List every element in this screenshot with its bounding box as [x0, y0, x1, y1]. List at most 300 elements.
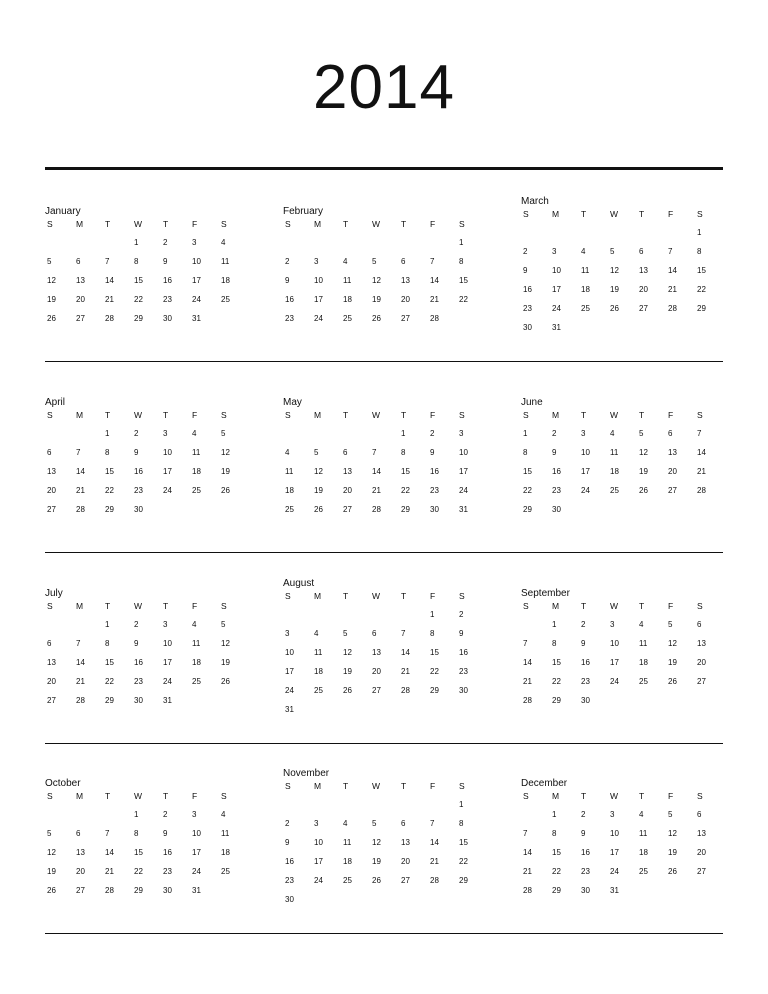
weekday-header: M	[76, 601, 84, 611]
day-cell: 14	[523, 848, 532, 857]
empty-day-cell	[370, 233, 399, 252]
day-cell: 19	[47, 867, 56, 876]
day-cell: 28	[430, 314, 439, 323]
day-cell: 21	[76, 486, 85, 495]
row-divider	[45, 933, 723, 934]
day-cell: 4	[285, 448, 290, 457]
day-cell: 7	[430, 819, 435, 828]
weekday-header: T	[343, 781, 349, 791]
month-name: May	[283, 397, 302, 408]
month-days-grid	[283, 781, 478, 909]
month-april	[45, 397, 240, 519]
day-cell: 7	[697, 429, 702, 438]
day-cell: 27	[76, 886, 85, 895]
weekday-header: W	[610, 791, 619, 801]
day-cell: 8	[105, 448, 110, 457]
day-cell: 9	[285, 276, 290, 285]
day-cell: 5	[47, 829, 52, 838]
day-cell: 28	[105, 886, 114, 895]
day-cell: 2	[430, 429, 435, 438]
day-cell: 8	[523, 448, 528, 457]
day-cell: 10	[163, 639, 172, 648]
weekday-header: F	[668, 791, 674, 801]
day-cell: 24	[163, 486, 172, 495]
day-cell: 3	[610, 810, 615, 819]
weekday-header: W	[610, 601, 619, 611]
day-cell: 13	[47, 658, 56, 667]
day-cell: 31	[192, 314, 201, 323]
day-cell: 12	[610, 266, 619, 275]
day-cell: 23	[523, 304, 532, 313]
day-cell: 2	[163, 238, 168, 247]
day-cell: 14	[105, 276, 114, 285]
day-cell: 3	[192, 810, 197, 819]
day-cell: 9	[552, 448, 557, 457]
day-cell: 28	[430, 876, 439, 885]
month-name: October	[45, 778, 81, 789]
day-cell: 21	[105, 867, 114, 876]
day-cell: 10	[314, 276, 323, 285]
day-cell: 6	[639, 247, 644, 256]
day-cell: 23	[552, 486, 561, 495]
weekday-header: F	[430, 219, 436, 229]
day-cell: 25	[192, 677, 201, 686]
day-cell: 15	[523, 467, 532, 476]
empty-day-cell	[579, 223, 608, 242]
weekday-header: F	[430, 410, 436, 420]
day-cell: 25	[639, 677, 648, 686]
weekday-header: S	[697, 410, 703, 420]
day-cell: 2	[459, 610, 464, 619]
day-cell: 22	[134, 867, 143, 876]
month-november	[283, 768, 478, 909]
day-cell: 9	[523, 266, 528, 275]
weekday-header: M	[76, 219, 84, 229]
day-cell: 29	[523, 505, 532, 514]
weekday-header: F	[430, 591, 436, 601]
day-cell: 8	[459, 257, 464, 266]
weekday-header: M	[552, 791, 560, 801]
day-cell: 6	[76, 257, 81, 266]
day-cell: 16	[552, 467, 561, 476]
day-cell: 4	[192, 620, 197, 629]
day-cell: 11	[285, 467, 294, 476]
day-cell: 27	[76, 314, 85, 323]
day-cell: 14	[668, 266, 677, 275]
weekday-header: T	[105, 601, 111, 611]
day-cell: 26	[47, 314, 56, 323]
weekday-header: T	[105, 219, 111, 229]
day-cell: 23	[285, 876, 294, 885]
day-cell: 24	[314, 876, 323, 885]
day-cell: 26	[343, 686, 352, 695]
day-cell: 6	[47, 448, 52, 457]
day-cell: 24	[581, 486, 590, 495]
weekday-header: S	[523, 601, 529, 611]
day-cell: 28	[76, 505, 85, 514]
day-cell: 9	[163, 257, 168, 266]
day-cell: 13	[47, 467, 56, 476]
day-cell: 19	[343, 667, 352, 676]
day-cell: 30	[430, 505, 439, 514]
month-name: January	[45, 206, 81, 217]
day-cell: 19	[610, 285, 619, 294]
day-cell: 15	[459, 838, 468, 847]
day-cell: 3	[459, 429, 464, 438]
weekday-header: W	[372, 591, 381, 601]
day-cell: 31	[552, 323, 561, 332]
day-cell: 27	[697, 677, 706, 686]
empty-day-cell	[370, 795, 399, 814]
day-cell: 6	[668, 429, 673, 438]
day-cell: 5	[610, 247, 615, 256]
month-days-grid	[283, 591, 478, 719]
day-cell: 12	[372, 838, 381, 847]
weekday-header: T	[581, 601, 587, 611]
empty-day-cell	[341, 233, 370, 252]
day-cell: 14	[76, 658, 85, 667]
day-cell: 16	[581, 848, 590, 857]
weekday-header: T	[639, 601, 645, 611]
day-cell: 29	[105, 696, 114, 705]
day-cell: 15	[105, 467, 114, 476]
day-cell: 7	[401, 629, 406, 638]
day-cell: 29	[401, 505, 410, 514]
day-cell: 1	[523, 429, 528, 438]
day-cell: 17	[314, 295, 323, 304]
weekday-header: T	[639, 209, 645, 219]
weekday-header: W	[372, 219, 381, 229]
day-cell: 4	[610, 429, 615, 438]
day-cell: 6	[47, 639, 52, 648]
month-name: August	[283, 578, 315, 589]
day-cell: 5	[372, 257, 377, 266]
day-cell: 20	[668, 467, 677, 476]
day-cell: 26	[610, 304, 619, 313]
empty-day-cell	[341, 605, 370, 624]
empty-day-cell	[283, 233, 312, 252]
weekday-header: S	[459, 781, 465, 791]
day-cell: 12	[639, 448, 648, 457]
day-cell: 20	[697, 658, 706, 667]
day-cell: 17	[459, 467, 468, 476]
month-days-grid	[521, 410, 716, 519]
day-cell: 11	[639, 639, 648, 648]
day-cell: 3	[314, 819, 319, 828]
empty-day-cell	[103, 805, 132, 824]
day-cell: 19	[668, 848, 677, 857]
day-cell: 12	[372, 276, 381, 285]
weekday-header: S	[221, 601, 227, 611]
day-cell: 18	[221, 848, 230, 857]
day-cell: 14	[76, 467, 85, 476]
day-cell: 1	[105, 429, 110, 438]
day-cell: 28	[523, 696, 532, 705]
empty-day-cell	[283, 795, 312, 814]
day-cell: 27	[47, 696, 56, 705]
day-cell: 9	[285, 838, 290, 847]
day-cell: 16	[523, 285, 532, 294]
day-cell: 7	[523, 829, 528, 838]
weekday-header: S	[285, 591, 291, 601]
day-cell: 29	[459, 876, 468, 885]
day-cell: 20	[639, 285, 648, 294]
day-cell: 20	[47, 677, 56, 686]
day-cell: 21	[430, 295, 439, 304]
day-cell: 2	[163, 810, 168, 819]
day-cell: 15	[105, 658, 114, 667]
month-march	[521, 196, 716, 337]
day-cell: 27	[47, 505, 56, 514]
day-cell: 21	[697, 467, 706, 476]
day-cell: 7	[523, 639, 528, 648]
day-cell: 15	[134, 276, 143, 285]
day-cell: 8	[134, 829, 139, 838]
day-cell: 26	[668, 677, 677, 686]
day-cell: 7	[105, 829, 110, 838]
day-cell: 30	[163, 314, 172, 323]
day-cell: 14	[105, 848, 114, 857]
empty-day-cell	[312, 605, 341, 624]
day-cell: 30	[285, 895, 294, 904]
day-cell: 11	[221, 829, 230, 838]
day-cell: 5	[343, 629, 348, 638]
weekday-header: T	[639, 791, 645, 801]
day-cell: 15	[134, 848, 143, 857]
day-cell: 1	[459, 238, 464, 247]
day-cell: 7	[76, 639, 81, 648]
month-january	[45, 206, 240, 328]
month-days-grid	[521, 791, 716, 900]
month-name: February	[283, 206, 324, 217]
empty-day-cell	[74, 424, 103, 443]
day-cell: 28	[105, 314, 114, 323]
weekday-header: F	[668, 209, 674, 219]
day-cell: 8	[401, 448, 406, 457]
month-days-grid	[283, 219, 478, 328]
day-cell: 17	[314, 857, 323, 866]
day-cell: 7	[668, 247, 673, 256]
weekday-header: M	[314, 781, 322, 791]
day-cell: 10	[610, 639, 619, 648]
month-days-grid	[521, 209, 716, 337]
empty-day-cell	[370, 424, 399, 443]
month-days-grid	[45, 219, 240, 328]
day-cell: 26	[372, 876, 381, 885]
weekday-header: S	[47, 219, 53, 229]
day-cell: 10	[459, 448, 468, 457]
weekday-header: S	[697, 791, 703, 801]
day-cell: 15	[552, 848, 561, 857]
month-name: March	[521, 196, 549, 207]
empty-day-cell	[428, 795, 457, 814]
day-cell: 29	[134, 314, 143, 323]
day-cell: 11	[639, 829, 648, 838]
day-cell: 10	[581, 448, 590, 457]
day-cell: 9	[459, 629, 464, 638]
day-cell: 13	[668, 448, 677, 457]
weekday-header: S	[459, 591, 465, 601]
day-cell: 24	[314, 314, 323, 323]
weekday-header: T	[163, 791, 169, 801]
day-cell: 5	[639, 429, 644, 438]
day-cell: 22	[552, 867, 561, 876]
day-cell: 3	[163, 429, 168, 438]
day-cell: 13	[76, 848, 85, 857]
weekday-header: S	[523, 410, 529, 420]
weekday-header: M	[76, 791, 84, 801]
day-cell: 8	[459, 819, 464, 828]
day-cell: 29	[552, 696, 561, 705]
day-cell: 11	[610, 448, 619, 457]
day-cell: 12	[47, 276, 56, 285]
weekday-header: S	[523, 209, 529, 219]
day-cell: 14	[697, 448, 706, 457]
weekday-header: S	[697, 209, 703, 219]
weekday-header: F	[430, 781, 436, 791]
day-cell: 28	[697, 486, 706, 495]
weekday-header: T	[343, 410, 349, 420]
day-cell: 25	[639, 867, 648, 876]
day-cell: 17	[192, 848, 201, 857]
day-cell: 14	[372, 467, 381, 476]
weekday-header: S	[697, 601, 703, 611]
weekday-header: W	[372, 410, 381, 420]
day-cell: 1	[134, 238, 139, 247]
day-cell: 4	[639, 810, 644, 819]
weekday-header: T	[163, 410, 169, 420]
weekday-header: T	[401, 591, 407, 601]
day-cell: 13	[697, 829, 706, 838]
empty-day-cell	[341, 795, 370, 814]
weekday-header: S	[47, 601, 53, 611]
day-cell: 14	[430, 838, 439, 847]
day-cell: 31	[285, 705, 294, 714]
weekday-header: S	[523, 791, 529, 801]
empty-day-cell	[312, 424, 341, 443]
day-cell: 2	[581, 620, 586, 629]
day-cell: 5	[221, 429, 226, 438]
day-cell: 19	[372, 857, 381, 866]
empty-day-cell	[341, 424, 370, 443]
day-cell: 21	[105, 295, 114, 304]
day-cell: 5	[668, 620, 673, 629]
day-cell: 18	[639, 658, 648, 667]
empty-day-cell	[521, 805, 550, 824]
month-days-grid	[283, 410, 478, 519]
day-cell: 4	[343, 257, 348, 266]
empty-day-cell	[608, 223, 637, 242]
day-cell: 13	[401, 276, 410, 285]
day-cell: 18	[314, 667, 323, 676]
weekday-header: T	[163, 219, 169, 229]
weekday-header: S	[47, 791, 53, 801]
weekday-header: T	[105, 791, 111, 801]
day-cell: 12	[221, 448, 230, 457]
month-name: September	[521, 588, 570, 599]
day-cell: 23	[134, 677, 143, 686]
weekday-header: M	[552, 209, 560, 219]
day-cell: 1	[430, 610, 435, 619]
weekday-header: T	[401, 219, 407, 229]
day-cell: 22	[105, 486, 114, 495]
weekday-header: W	[372, 781, 381, 791]
weekday-header: T	[581, 209, 587, 219]
day-cell: 9	[134, 448, 139, 457]
month-name: December	[521, 778, 568, 789]
day-cell: 23	[134, 486, 143, 495]
day-cell: 6	[697, 810, 702, 819]
day-cell: 1	[552, 620, 557, 629]
day-cell: 6	[401, 819, 406, 828]
day-cell: 15	[552, 658, 561, 667]
day-cell: 10	[163, 448, 172, 457]
day-cell: 17	[610, 658, 619, 667]
day-cell: 28	[523, 886, 532, 895]
empty-day-cell	[45, 233, 74, 252]
empty-day-cell	[521, 615, 550, 634]
day-cell: 13	[697, 639, 706, 648]
day-cell: 15	[697, 266, 706, 275]
day-cell: 14	[523, 658, 532, 667]
empty-day-cell	[74, 615, 103, 634]
weekday-header: M	[76, 410, 84, 420]
weekday-header: T	[401, 781, 407, 791]
day-cell: 22	[134, 295, 143, 304]
day-cell: 16	[285, 857, 294, 866]
day-cell: 26	[47, 886, 56, 895]
day-cell: 16	[163, 276, 172, 285]
day-cell: 28	[76, 696, 85, 705]
month-june	[521, 397, 716, 519]
day-cell: 10	[285, 648, 294, 657]
day-cell: 25	[192, 486, 201, 495]
day-cell: 24	[285, 686, 294, 695]
day-cell: 8	[552, 639, 557, 648]
day-cell: 9	[581, 829, 586, 838]
empty-day-cell	[521, 223, 550, 242]
empty-day-cell	[399, 605, 428, 624]
day-cell: 18	[639, 848, 648, 857]
day-cell: 6	[343, 448, 348, 457]
day-cell: 9	[134, 639, 139, 648]
day-cell: 2	[552, 429, 557, 438]
day-cell: 4	[221, 238, 226, 247]
weekday-header: S	[285, 781, 291, 791]
day-cell: 15	[401, 467, 410, 476]
day-cell: 12	[668, 829, 677, 838]
day-cell: 5	[668, 810, 673, 819]
day-cell: 12	[47, 848, 56, 857]
day-cell: 24	[192, 295, 201, 304]
day-cell: 19	[372, 295, 381, 304]
day-cell: 18	[343, 857, 352, 866]
day-cell: 1	[401, 429, 406, 438]
day-cell: 29	[105, 505, 114, 514]
day-cell: 16	[163, 848, 172, 857]
empty-day-cell	[74, 233, 103, 252]
day-cell: 23	[430, 486, 439, 495]
day-cell: 13	[372, 648, 381, 657]
day-cell: 5	[314, 448, 319, 457]
day-cell: 12	[221, 639, 230, 648]
day-cell: 17	[192, 276, 201, 285]
day-cell: 21	[668, 285, 677, 294]
row-divider	[45, 361, 723, 362]
day-cell: 9	[581, 639, 586, 648]
day-cell: 22	[459, 857, 468, 866]
empty-day-cell	[666, 223, 695, 242]
